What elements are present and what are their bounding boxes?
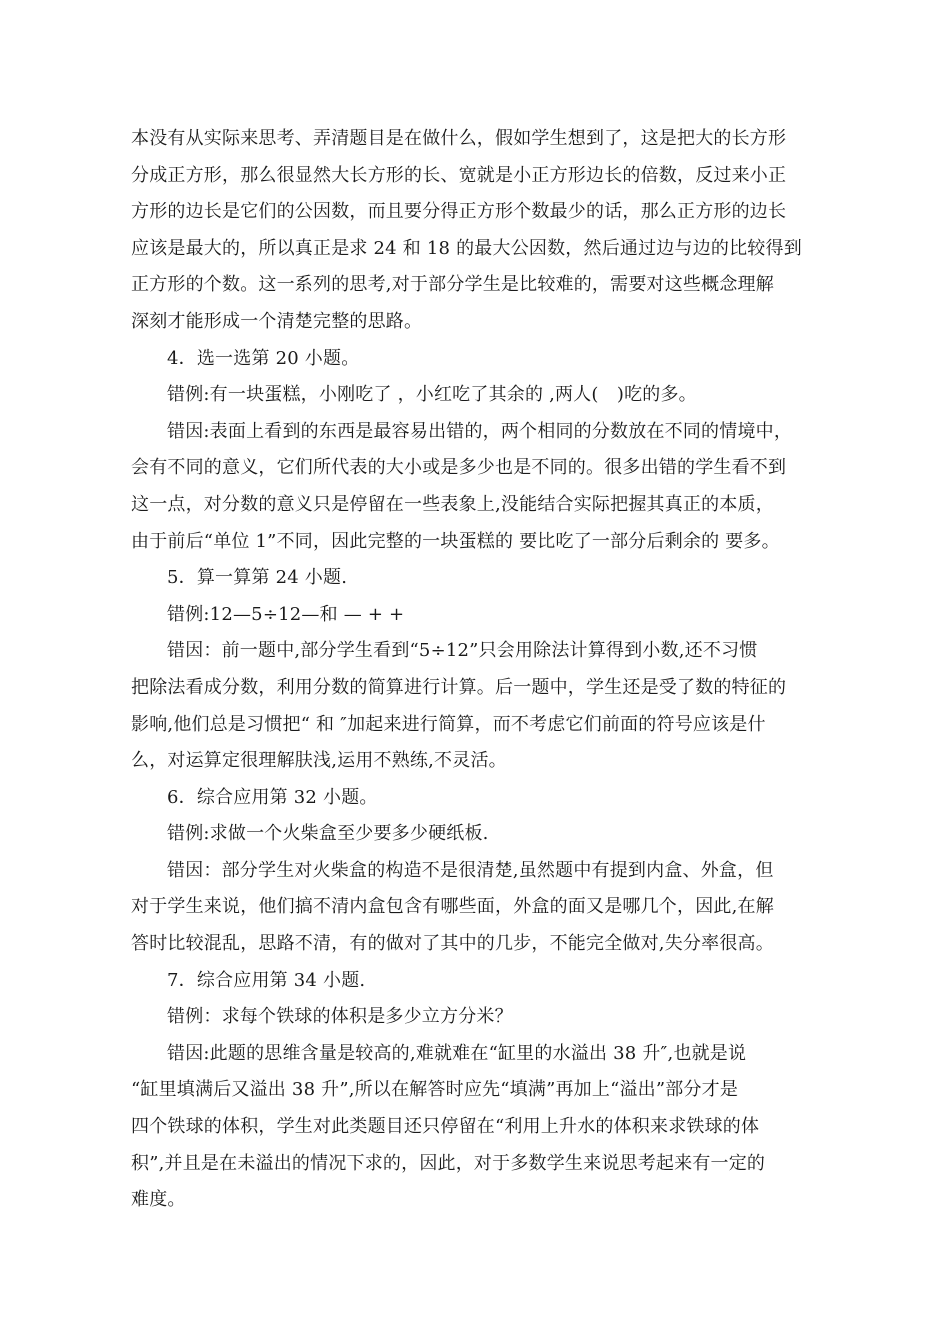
section-heading: 6．综合应用第 32 小题。 <box>167 786 378 808</box>
section-heading: 7．综合应用第 34 小题. <box>167 969 366 991</box>
text-line: 本没有从实际来思考、弄清题目是在做什么，假如学生想到了，这是把大的长方形 <box>131 128 787 149</box>
error-reason: 错因：前一题中,部分学生看到“5÷12”只会用除法计算得到小数,还不习惯 <box>167 640 758 662</box>
text-line: 会有不同的意义，它们所代表的大小或是多少也是不同的。很多出错的学生看不到 <box>131 457 787 479</box>
text-line: 方形的边长是它们的公因数，而且要分得正方形个数最少的话，那么正方形的边长 <box>131 201 787 223</box>
text-line: 积”,并且是在未溢出的情况下求的，因此，对于多数学生来说思考起来有一定的 <box>131 1152 766 1174</box>
text-line: 由于前后“单位 1”不同，因此完整的一块蛋糕的 要比吃了一部分后剩余的 要多。 <box>131 530 780 552</box>
text-line: 深刻才能形成一个清楚完整的思路。 <box>131 310 423 332</box>
error-reason: 错因：部分学生对火柴盒的构造不是很清楚,虽然题中有提到内盒、外盒，但 <box>167 859 774 881</box>
error-reason: 错因:表面上看到的东西是最容易出错的，两个相同的分数放在不同的情境中， <box>167 420 793 442</box>
error-reason: 错因:此题的思维含量是较高的,难就难在“缸里的水溢出 38 升″,也就是说 <box>167 1042 747 1064</box>
error-example: 错例：求每个铁球的体积是多少立方分米？ <box>167 1006 513 1028</box>
text-line: 正方形的个数。这一系列的思考,对于部分学生是比较难的，需要对这些概念理解 <box>131 274 774 296</box>
text-line: “缸里填满后又溢出 38 升”,所以在解答时应先“填满”再加上“溢出”部分才是 <box>131 1079 739 1101</box>
text-line: 分成正方形，那么很显然大长方形的长、宽就是小正方形边长的倍数，反过来小正 <box>131 164 787 186</box>
text-line: 应该是最大的，所以真正是求 24 和 18 的最大公因数，然后通过边与边的比较得到 <box>131 237 802 259</box>
section-heading: 4．选一选第 20 小题。 <box>167 347 360 369</box>
text-line: 对于学生来说，他们搞不清内盒包含有哪些面，外盒的面又是哪几个，因此,在解 <box>131 896 774 918</box>
error-example: 错例:12—5÷12—和 — + + <box>167 603 405 625</box>
error-example: 错例:求做一个火柴盒至少要多少硬纸板. <box>167 823 489 845</box>
text-line: 四个铁球的体积，学生对此类题目还只停留在“利用上升水的体积来求铁球的体 <box>131 1116 760 1138</box>
text-line: 答时比较混乱，思路不清，有的做对了其中的几步，不能完全做对,失分率很高。 <box>131 933 774 955</box>
text-line: 影响,他们总是习惯把“ 和 ″加起来进行简算，而不考虑它们前面的符号应该是什 <box>131 713 766 735</box>
text-line: 把除法看成分数，利用分数的简算进行计算。后一题中，学生还是受了数的特征的 <box>131 676 787 698</box>
text-line: 难度。 <box>131 1189 186 1211</box>
section-heading: 5．算一算第 24 小题. <box>167 567 348 589</box>
error-example: 错例:有一块蛋糕，小刚吃了 ，小红吃了其余的 ,两人( )吃的多。 <box>167 384 697 406</box>
document-body <box>131 121 831 1219</box>
text-line: 这一点，对分数的意义只是停留在一些表象上,没能结合实际把握其真正的本质， <box>131 493 774 515</box>
text-line: 么，对运算定很理解肤浅,运用不熟练,不灵活。 <box>131 750 507 772</box>
